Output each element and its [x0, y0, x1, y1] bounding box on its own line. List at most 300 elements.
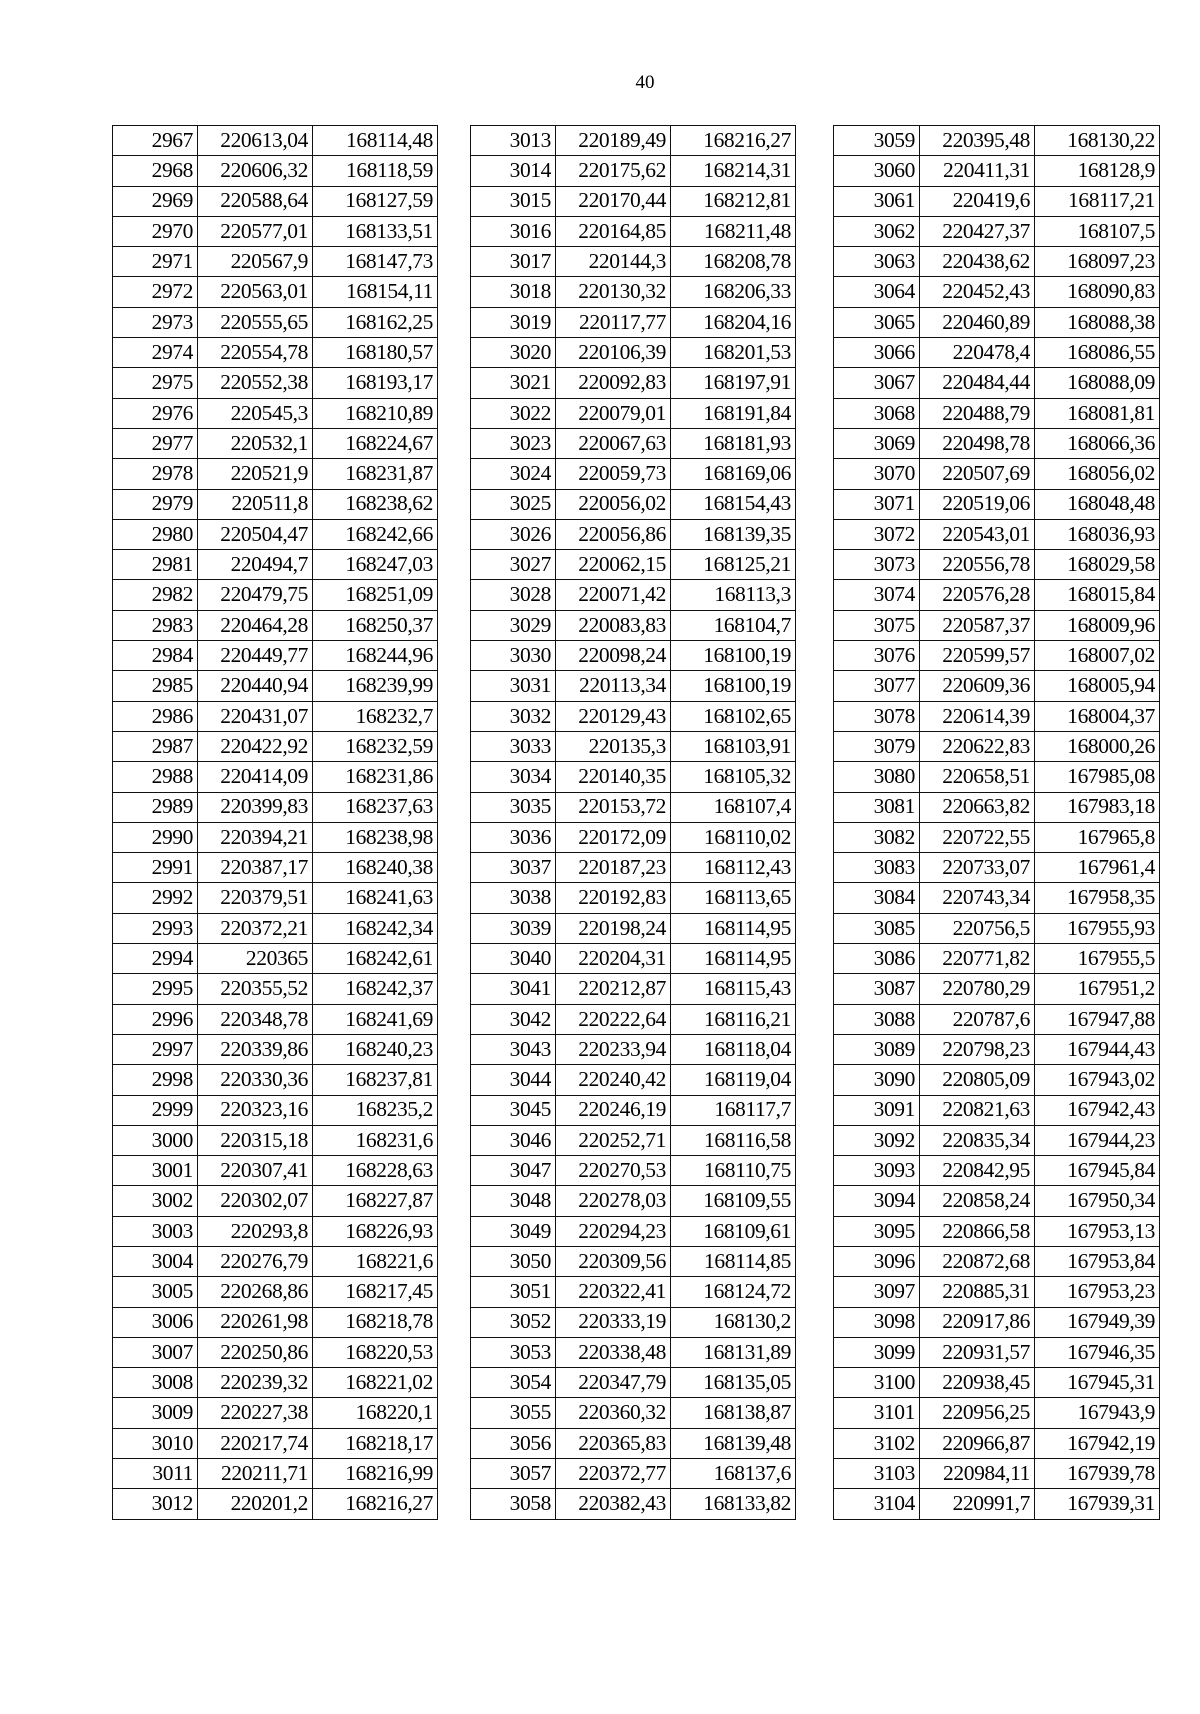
table-row: [834, 883, 1160, 913]
y-coordinate-cell: 168169,06: [671, 459, 796, 489]
y-coordinate-cell: 168117,21: [1035, 186, 1160, 216]
y-coordinate-cell: 168081,81: [1035, 398, 1160, 428]
x-coordinate-cell: 220071,42: [556, 580, 671, 610]
point-number-cell: 2969: [113, 186, 198, 216]
y-coordinate-cell: 168242,34: [313, 913, 438, 943]
table-row: [834, 247, 1160, 277]
table-row: [113, 883, 438, 913]
x-coordinate-cell: 220842,95: [920, 1156, 1035, 1186]
table-row: [834, 1186, 1160, 1216]
y-coordinate-cell: 168124,72: [671, 1277, 796, 1307]
table-row: [113, 1428, 438, 1458]
point-number-cell: 3084: [834, 883, 920, 913]
point-number-cell: 2977: [113, 428, 198, 458]
x-coordinate-cell: 220222,64: [556, 1004, 671, 1034]
y-coordinate-cell: 168128,9: [1035, 156, 1160, 186]
table-row: [113, 853, 438, 883]
point-number-cell: 2991: [113, 853, 198, 883]
y-coordinate-cell: 168114,48: [313, 126, 438, 156]
x-coordinate-cell: 220372,77: [556, 1459, 671, 1489]
y-coordinate-cell: 168214,31: [671, 156, 796, 186]
point-number-cell: 3104: [834, 1489, 920, 1519]
point-number-cell: 3054: [471, 1368, 556, 1398]
table-row: [113, 1489, 438, 1519]
x-coordinate-cell: 220576,28: [920, 580, 1035, 610]
y-coordinate-cell: 168110,75: [671, 1156, 796, 1186]
y-coordinate-cell: 168235,2: [313, 1095, 438, 1125]
point-number-cell: 3088: [834, 1004, 920, 1034]
y-coordinate-cell: 168242,66: [313, 519, 438, 549]
point-number-cell: 3052: [471, 1307, 556, 1337]
table-row: [834, 1004, 1160, 1034]
x-coordinate-cell: 220233,94: [556, 1034, 671, 1064]
table-row: [471, 1428, 796, 1458]
point-number-cell: 3082: [834, 822, 920, 852]
table-row: [113, 671, 438, 701]
y-coordinate-cell: 168005,94: [1035, 671, 1160, 701]
table-row: [113, 1216, 438, 1246]
y-coordinate-cell: 168231,87: [313, 459, 438, 489]
table-row: [471, 944, 796, 974]
x-coordinate-cell: 220511,8: [198, 489, 313, 519]
table-row: [471, 792, 796, 822]
x-coordinate-cell: 220885,31: [920, 1277, 1035, 1307]
y-coordinate-cell: 168226,93: [313, 1216, 438, 1246]
table-row: [113, 822, 438, 852]
x-coordinate-cell: 220250,86: [198, 1337, 313, 1367]
point-number-cell: 3056: [471, 1428, 556, 1458]
point-number-cell: 3103: [834, 1459, 920, 1489]
table-row: [113, 247, 438, 277]
point-number-cell: 2999: [113, 1095, 198, 1125]
y-coordinate-cell: 168114,95: [671, 944, 796, 974]
y-coordinate-cell: 168232,7: [313, 701, 438, 731]
y-coordinate-cell: 168036,93: [1035, 519, 1160, 549]
x-coordinate-cell: 220338,48: [556, 1337, 671, 1367]
x-coordinate-cell: 220658,51: [920, 762, 1035, 792]
table-row: [471, 247, 796, 277]
table-row: [113, 368, 438, 398]
y-coordinate-cell: 167939,31: [1035, 1489, 1160, 1519]
table-row: [471, 428, 796, 458]
y-coordinate-cell: 168210,89: [313, 398, 438, 428]
point-number-cell: 3013: [471, 126, 556, 156]
point-number-cell: 3071: [834, 489, 920, 519]
table-row: [471, 1337, 796, 1367]
x-coordinate-cell: 220733,07: [920, 853, 1035, 883]
x-coordinate-cell: 220780,29: [920, 974, 1035, 1004]
x-coordinate-cell: 220622,83: [920, 731, 1035, 761]
x-coordinate-cell: 220212,87: [556, 974, 671, 1004]
point-number-cell: 3087: [834, 974, 920, 1004]
table-row: [471, 519, 796, 549]
y-coordinate-cell: 168015,84: [1035, 580, 1160, 610]
table-row: [834, 762, 1160, 792]
x-coordinate-cell: 220395,48: [920, 126, 1035, 156]
point-number-cell: 2997: [113, 1034, 198, 1064]
x-coordinate-cell: 220478,4: [920, 338, 1035, 368]
table-row: [471, 641, 796, 671]
y-coordinate-cell: 167953,13: [1035, 1216, 1160, 1246]
x-coordinate-cell: 220798,23: [920, 1034, 1035, 1064]
point-number-cell: 2968: [113, 156, 198, 186]
point-number-cell: 3096: [834, 1246, 920, 1276]
table-row: [834, 550, 1160, 580]
y-coordinate-cell: 168154,11: [313, 277, 438, 307]
y-coordinate-cell: 168240,23: [313, 1034, 438, 1064]
point-number-cell: 2976: [113, 398, 198, 428]
x-coordinate-cell: 220227,38: [198, 1398, 313, 1428]
x-coordinate-cell: 220431,07: [198, 701, 313, 731]
x-coordinate-cell: 220835,34: [920, 1125, 1035, 1155]
point-number-cell: 3001: [113, 1156, 198, 1186]
point-number-cell: 3026: [471, 519, 556, 549]
x-coordinate-cell: 220587,37: [920, 610, 1035, 640]
x-coordinate-cell: 220484,44: [920, 368, 1035, 398]
point-number-cell: 3102: [834, 1428, 920, 1458]
x-coordinate-cell: 220966,87: [920, 1428, 1035, 1458]
point-number-cell: 2971: [113, 247, 198, 277]
x-coordinate-cell: 220379,51: [198, 883, 313, 913]
x-coordinate-cell: 220787,6: [920, 1004, 1035, 1034]
table-row: [471, 580, 796, 610]
y-coordinate-cell: 168109,55: [671, 1186, 796, 1216]
y-coordinate-cell: 167944,43: [1035, 1034, 1160, 1064]
x-coordinate-cell: 220399,83: [198, 792, 313, 822]
x-coordinate-cell: 220545,3: [198, 398, 313, 428]
table-row: [113, 398, 438, 428]
y-coordinate-cell: 168191,84: [671, 398, 796, 428]
x-coordinate-cell: 220452,43: [920, 277, 1035, 307]
table-row: [113, 307, 438, 337]
y-coordinate-cell: 168242,61: [313, 944, 438, 974]
y-coordinate-cell: 168066,36: [1035, 428, 1160, 458]
x-coordinate-cell: 220387,17: [198, 853, 313, 883]
table-row: [471, 974, 796, 1004]
y-coordinate-cell: 168105,32: [671, 762, 796, 792]
point-number-cell: 3016: [471, 216, 556, 246]
point-number-cell: 3090: [834, 1065, 920, 1095]
table-row: [834, 853, 1160, 883]
point-number-cell: 3094: [834, 1186, 920, 1216]
point-number-cell: 3049: [471, 1216, 556, 1246]
table-row: [113, 1065, 438, 1095]
point-number-cell: 3050: [471, 1246, 556, 1276]
y-coordinate-cell: 168197,91: [671, 368, 796, 398]
point-number-cell: 3030: [471, 641, 556, 671]
table-row: [471, 853, 796, 883]
table-row: [113, 792, 438, 822]
x-coordinate-cell: 220187,23: [556, 853, 671, 883]
y-coordinate-cell: 168107,5: [1035, 216, 1160, 246]
x-coordinate-cell: 220460,89: [920, 307, 1035, 337]
x-coordinate-cell: 220613,04: [198, 126, 313, 156]
table-row: [113, 1368, 438, 1398]
point-number-cell: 3011: [113, 1459, 198, 1489]
y-coordinate-cell: 168216,27: [313, 1489, 438, 1519]
y-coordinate-cell: 168206,33: [671, 277, 796, 307]
table-row: [471, 1156, 796, 1186]
x-coordinate-cell: 220494,7: [198, 550, 313, 580]
coordinates-table-3: [833, 125, 1160, 1520]
table-row: [471, 1034, 796, 1064]
x-coordinate-cell: 220440,94: [198, 671, 313, 701]
y-coordinate-cell: 168133,51: [313, 216, 438, 246]
point-number-cell: 3022: [471, 398, 556, 428]
x-coordinate-cell: 220323,16: [198, 1095, 313, 1125]
table-row: [471, 277, 796, 307]
y-coordinate-cell: 168007,02: [1035, 641, 1160, 671]
table-row: [834, 307, 1160, 337]
y-coordinate-cell: 168113,3: [671, 580, 796, 610]
table-row: [471, 156, 796, 186]
y-coordinate-cell: 168216,27: [671, 126, 796, 156]
x-coordinate-cell: 220330,36: [198, 1065, 313, 1095]
x-coordinate-cell: 220382,43: [556, 1489, 671, 1519]
table-row: [471, 1095, 796, 1125]
y-coordinate-cell: 168220,1: [313, 1398, 438, 1428]
point-number-cell: 3035: [471, 792, 556, 822]
table-row: [113, 944, 438, 974]
x-coordinate-cell: 220315,18: [198, 1125, 313, 1155]
y-coordinate-cell: 168114,85: [671, 1246, 796, 1276]
point-number-cell: 2979: [113, 489, 198, 519]
y-coordinate-cell: 168137,6: [671, 1459, 796, 1489]
table-row: [471, 338, 796, 368]
x-coordinate-cell: 220984,11: [920, 1459, 1035, 1489]
point-number-cell: 3003: [113, 1216, 198, 1246]
point-number-cell: 3004: [113, 1246, 198, 1276]
x-coordinate-cell: 220153,72: [556, 792, 671, 822]
y-coordinate-cell: 168112,43: [671, 853, 796, 883]
x-coordinate-cell: 220498,78: [920, 428, 1035, 458]
x-coordinate-cell: 220170,44: [556, 186, 671, 216]
x-coordinate-cell: 220278,03: [556, 1186, 671, 1216]
point-number-cell: 3028: [471, 580, 556, 610]
y-coordinate-cell: 168247,03: [313, 550, 438, 580]
y-coordinate-cell: 167985,08: [1035, 762, 1160, 792]
point-number-cell: 3015: [471, 186, 556, 216]
x-coordinate-cell: 220211,71: [198, 1459, 313, 1489]
point-number-cell: 2980: [113, 519, 198, 549]
point-number-cell: 3024: [471, 459, 556, 489]
table-row: [834, 641, 1160, 671]
table-row: [834, 277, 1160, 307]
y-coordinate-cell: 168242,37: [313, 974, 438, 1004]
table-row: [113, 1186, 438, 1216]
y-coordinate-cell: 168000,26: [1035, 731, 1160, 761]
y-coordinate-cell: 168216,99: [313, 1459, 438, 1489]
table-row: [113, 762, 438, 792]
y-coordinate-cell: 168201,53: [671, 338, 796, 368]
x-coordinate-cell: 220917,86: [920, 1307, 1035, 1337]
y-coordinate-cell: 168048,48: [1035, 489, 1160, 519]
point-number-cell: 3074: [834, 580, 920, 610]
table-row: [834, 944, 1160, 974]
point-number-cell: 3085: [834, 913, 920, 943]
y-coordinate-cell: 167961,4: [1035, 853, 1160, 883]
y-coordinate-cell: 168090,83: [1035, 277, 1160, 307]
x-coordinate-cell: 220092,83: [556, 368, 671, 398]
point-number-cell: 3047: [471, 1156, 556, 1186]
point-number-cell: 3092: [834, 1125, 920, 1155]
x-coordinate-cell: 220270,53: [556, 1156, 671, 1186]
x-coordinate-cell: 220355,52: [198, 974, 313, 1004]
table-row: [113, 428, 438, 458]
x-coordinate-cell: 220164,85: [556, 216, 671, 246]
table-row: [834, 428, 1160, 458]
y-coordinate-cell: 168088,09: [1035, 368, 1160, 398]
x-coordinate-cell: 220135,3: [556, 731, 671, 761]
table-row: [834, 519, 1160, 549]
x-coordinate-cell: 220239,32: [198, 1368, 313, 1398]
y-coordinate-cell: 168113,65: [671, 883, 796, 913]
table-row: [834, 1459, 1160, 1489]
y-coordinate-cell: 168131,89: [671, 1337, 796, 1367]
table-row: [471, 913, 796, 943]
x-coordinate-cell: 220201,2: [198, 1489, 313, 1519]
x-coordinate-cell: 220532,1: [198, 428, 313, 458]
point-number-cell: 2990: [113, 822, 198, 852]
x-coordinate-cell: 220079,01: [556, 398, 671, 428]
x-coordinate-cell: 220268,86: [198, 1277, 313, 1307]
table-row: [834, 126, 1160, 156]
x-coordinate-cell: 220056,02: [556, 489, 671, 519]
x-coordinate-cell: 220333,19: [556, 1307, 671, 1337]
table-row: [113, 1004, 438, 1034]
point-number-cell: 3040: [471, 944, 556, 974]
point-number-cell: 3098: [834, 1307, 920, 1337]
y-coordinate-cell: 168097,23: [1035, 247, 1160, 277]
point-number-cell: 3066: [834, 338, 920, 368]
y-coordinate-cell: 167947,88: [1035, 1004, 1160, 1034]
table-row: [113, 550, 438, 580]
y-coordinate-cell: 168208,78: [671, 247, 796, 277]
point-number-cell: 3065: [834, 307, 920, 337]
table-row: [834, 1246, 1160, 1276]
table-row: [834, 610, 1160, 640]
point-number-cell: 3025: [471, 489, 556, 519]
y-coordinate-cell: 167945,84: [1035, 1156, 1160, 1186]
point-number-cell: 2995: [113, 974, 198, 1004]
y-coordinate-cell: 168119,04: [671, 1065, 796, 1095]
point-number-cell: 2985: [113, 671, 198, 701]
table-row: [471, 610, 796, 640]
x-coordinate-cell: 220059,73: [556, 459, 671, 489]
x-coordinate-cell: 220347,79: [556, 1368, 671, 1398]
y-coordinate-cell: 168100,19: [671, 671, 796, 701]
table-row: [471, 307, 796, 337]
x-coordinate-cell: 220805,09: [920, 1065, 1035, 1095]
y-coordinate-cell: 168220,53: [313, 1337, 438, 1367]
y-coordinate-cell: 168133,82: [671, 1489, 796, 1519]
x-coordinate-cell: 220521,9: [198, 459, 313, 489]
point-number-cell: 2993: [113, 913, 198, 943]
y-coordinate-cell: 168211,48: [671, 216, 796, 246]
y-coordinate-cell: 168193,17: [313, 368, 438, 398]
y-coordinate-cell: 168116,58: [671, 1125, 796, 1155]
table-row: [834, 489, 1160, 519]
point-number-cell: 2972: [113, 277, 198, 307]
x-coordinate-cell: 220422,92: [198, 731, 313, 761]
y-coordinate-cell: 168138,87: [671, 1398, 796, 1428]
table-row: [471, 489, 796, 519]
y-coordinate-cell: 167955,5: [1035, 944, 1160, 974]
x-coordinate-cell: 220931,57: [920, 1337, 1035, 1367]
table-row: [834, 1368, 1160, 1398]
point-number-cell: 3063: [834, 247, 920, 277]
x-coordinate-cell: 220113,34: [556, 671, 671, 701]
y-coordinate-cell: 168114,95: [671, 913, 796, 943]
table-row: [834, 1277, 1160, 1307]
y-coordinate-cell: 168056,02: [1035, 459, 1160, 489]
x-coordinate-cell: 220261,98: [198, 1307, 313, 1337]
point-number-cell: 3097: [834, 1277, 920, 1307]
x-coordinate-cell: 220504,47: [198, 519, 313, 549]
y-coordinate-cell: 168029,58: [1035, 550, 1160, 580]
point-number-cell: 3018: [471, 277, 556, 307]
x-coordinate-cell: 220519,06: [920, 489, 1035, 519]
table-row: [113, 1125, 438, 1155]
y-coordinate-cell: 168125,21: [671, 550, 796, 580]
table-row: [471, 126, 796, 156]
point-number-cell: 3078: [834, 701, 920, 731]
x-coordinate-cell: 220117,77: [556, 307, 671, 337]
y-coordinate-cell: 168204,16: [671, 307, 796, 337]
point-number-cell: 3083: [834, 853, 920, 883]
x-coordinate-cell: 220394,21: [198, 822, 313, 852]
x-coordinate-cell: 220098,24: [556, 641, 671, 671]
y-coordinate-cell: 168118,04: [671, 1034, 796, 1064]
y-coordinate-cell: 167983,18: [1035, 792, 1160, 822]
table-row: [471, 1216, 796, 1246]
x-coordinate-cell: 220488,79: [920, 398, 1035, 428]
y-coordinate-cell: 167942,19: [1035, 1428, 1160, 1458]
table-row: [113, 126, 438, 156]
table-row: [113, 1034, 438, 1064]
point-number-cell: 3067: [834, 368, 920, 398]
point-number-cell: 2996: [113, 1004, 198, 1034]
table-row: [113, 338, 438, 368]
y-coordinate-cell: 167953,84: [1035, 1246, 1160, 1276]
table-row: [113, 216, 438, 246]
table-row: [471, 1307, 796, 1337]
point-number-cell: 2973: [113, 307, 198, 337]
point-number-cell: 3061: [834, 186, 920, 216]
x-coordinate-cell: 220339,86: [198, 1034, 313, 1064]
point-number-cell: 2989: [113, 792, 198, 822]
y-coordinate-cell: 168224,67: [313, 428, 438, 458]
y-coordinate-cell: 168154,43: [671, 489, 796, 519]
y-coordinate-cell: 168117,7: [671, 1095, 796, 1125]
point-number-cell: 3010: [113, 1428, 198, 1458]
point-number-cell: 3060: [834, 156, 920, 186]
x-coordinate-cell: 220172,09: [556, 822, 671, 852]
x-coordinate-cell: 220872,68: [920, 1246, 1035, 1276]
point-number-cell: 3007: [113, 1337, 198, 1367]
y-coordinate-cell: 168116,21: [671, 1004, 796, 1034]
point-number-cell: 3069: [834, 428, 920, 458]
x-coordinate-cell: 220276,79: [198, 1246, 313, 1276]
y-coordinate-cell: 168162,25: [313, 307, 438, 337]
table-row: [113, 1398, 438, 1428]
table-row: [834, 1489, 1160, 1519]
point-number-cell: 3009: [113, 1398, 198, 1428]
y-coordinate-cell: 168009,96: [1035, 610, 1160, 640]
table-row: [113, 186, 438, 216]
y-coordinate-cell: 167943,9: [1035, 1398, 1160, 1428]
point-number-cell: 3099: [834, 1337, 920, 1367]
